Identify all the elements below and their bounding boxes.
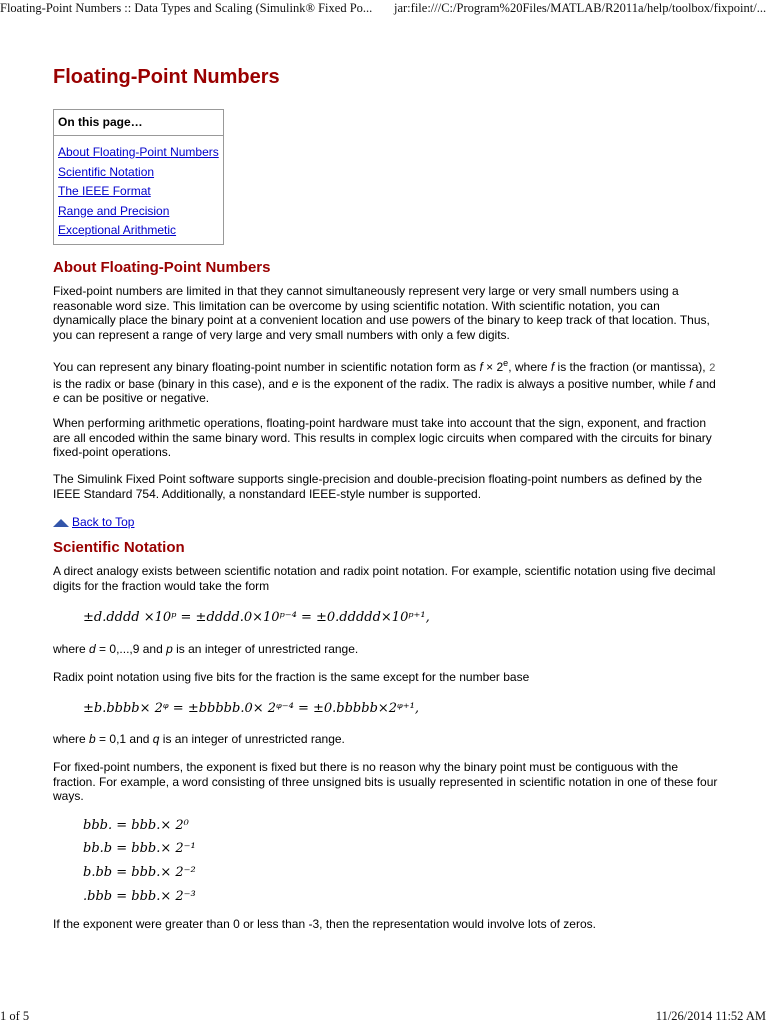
print-header-title: Floating-Point Numbers :: Data Types and Scaling (Simulink® Fixed Po... <box>0 1 373 15</box>
equation-way-1: bbb. = bbb.× 2⁰ <box>83 818 189 833</box>
about-paragraph-3: When performing arithmetic operations, floating-point hardware must take into account that the sign, exponent, and fraction are all encoded within the same binary word. This results in complex logic circuits when compared with the circuits for binary fixed-point operations. <box>53 416 712 460</box>
on-this-page-box <box>53 109 224 245</box>
print-footer-page: 1 of 5 <box>0 1009 30 1023</box>
back-to-top-link[interactable] <box>53 515 134 529</box>
toc-link-about[interactable]: About Floating-Point Numbers <box>58 145 219 159</box>
sci-paragraph-5: For fixed-point numbers, the exponent is fixed but there is no reason why the binary point must be contiguous with the fraction. For example, a word consisting of three unsigned bits is usually represented in scientific notation in one of these four ways. <box>53 760 718 804</box>
sci-paragraph-4: where b = 0,1 and q is an integer of unrestricted range. <box>53 732 345 746</box>
page-title: Floating-Point Numbers <box>53 66 280 88</box>
print-header <box>0 0 768 18</box>
toc-list <box>54 136 223 241</box>
toc-link-range-precision[interactable]: Range and Precision <box>58 203 170 218</box>
toc-heading: On this page… <box>54 110 223 136</box>
equation-way-2: bb.b = bbb.× 2⁻¹ <box>83 841 196 856</box>
print-footer <box>0 1007 768 1024</box>
equation-way-4: .bbb = bbb.× 2⁻³ <box>83 889 196 904</box>
about-paragraph-4: The Simulink Fixed Point software supports single-precision and double-precision floating-point numbers as defined by the IEEE Standard 754. Additionally, a nonstandard IEEE-style number is supported. <box>53 472 703 501</box>
toc-link-exceptional-arithmetic[interactable]: Exceptional Arithmetic <box>58 223 177 238</box>
print-header-url: jar:file:///C:/Program%20Files/MATLAB/R2011a/help/toolbox/fixpoint/... <box>394 1 767 15</box>
about-paragraph-2: You can represent any binary floating-point number in scientific notation form as $f \times 2^e$, where f is the fraction (or mantissa), 2 is the radix or base (binary in this case), and e is the exponent of the radix. The radix is always a positive number, while f and e can be positive or negative. <box>53 358 716 406</box>
back-to-top-label[interactable]: Back to Top <box>72 515 135 529</box>
about-paragraph-1: Fixed-point numbers are limited in that they cannot simultaneously represent very large or very small numbers using a reasonable word size. This limitation can be overcome by using scientific notation. With scientific notation, you can dynamically place the binary point at a convenient location and use powers of the binary to keep track of that location. Thus, you can represent a range of very large and very small numbers with only a few digits. <box>53 284 710 342</box>
sci-paragraph-6: If the exponent were greater than 0 or less than -3, then the representation would involve lots of zeros. <box>53 917 596 931</box>
equation-binary: ±b.bbbb× 2ᵠ = ±bbbbb.0× 2ᵠ⁻⁴ = ±0.bbbbb×2ᵠ⁺¹, <box>83 701 419 716</box>
section-heading-scientific-notation: Scientific Notation <box>53 539 185 556</box>
toc-link-ieee-format[interactable]: The IEEE Format <box>58 184 151 199</box>
toc-link-scientific-notation[interactable]: Scientific Notation <box>58 164 155 179</box>
sci-paragraph-3: Radix point notation using five bits for the fraction is the same except for the number base <box>53 670 530 684</box>
sci-paragraph-1: A direct analogy exists between scientific notation and radix point notation. For example, scientific notation using five decimal digits for the fraction would take the form <box>53 564 716 593</box>
up-arrow-icon <box>53 519 69 527</box>
section-heading-about: About Floating-Point Numbers <box>53 259 271 276</box>
equation-way-3: b.bb = bbb.× 2⁻² <box>83 865 196 880</box>
print-footer-datetime: 11/26/2014 11:52 AM <box>655 1009 766 1023</box>
equation-decimal: ±d.dddd ×10ᵖ = ±dddd.0×10ᵖ⁻⁴ = ±0.ddddd×10ᵖ⁺¹, <box>83 610 430 625</box>
sci-paragraph-2: where d = 0,...,9 and p is an integer of unrestricted range. <box>53 642 359 656</box>
